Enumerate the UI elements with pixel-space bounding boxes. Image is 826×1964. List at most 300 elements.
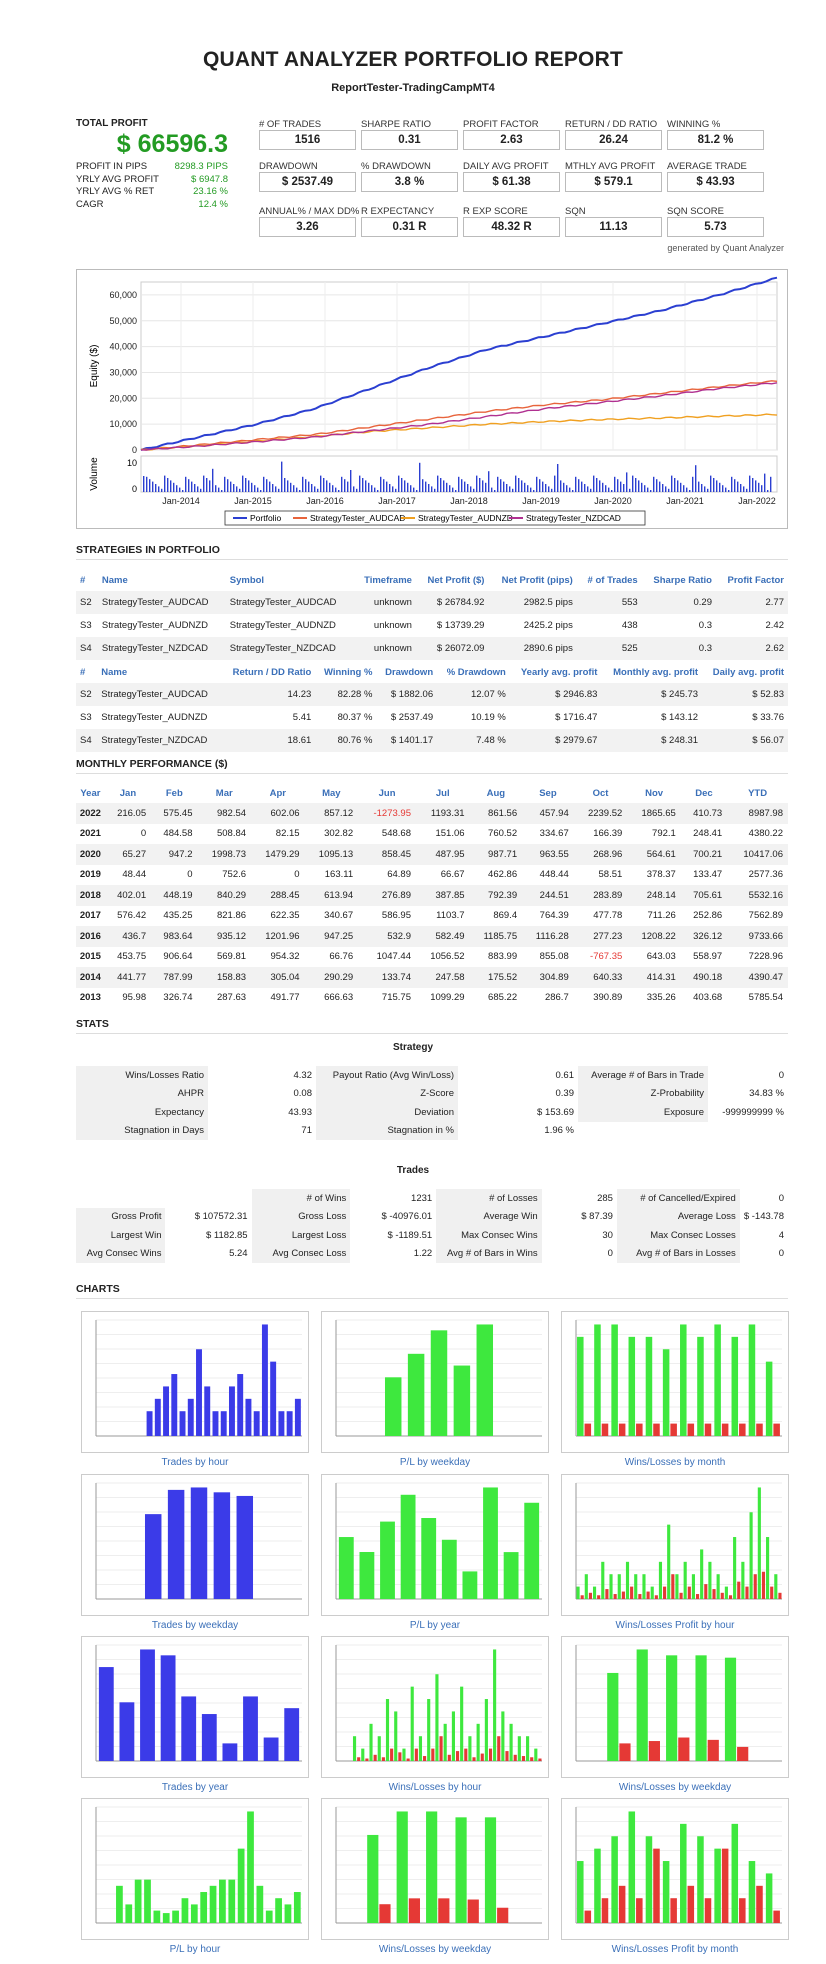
bar	[181, 1696, 196, 1761]
volume-bar	[695, 465, 696, 492]
bar	[607, 1673, 618, 1761]
mini-chart-caption: Wins/Losses by month	[624, 1457, 726, 1468]
table-cell: 0	[140, 828, 147, 840]
volume-bar	[275, 486, 276, 492]
stats-label: Max Consec Wins	[436, 1226, 541, 1245]
bar	[675, 1574, 678, 1599]
bar	[245, 1399, 251, 1436]
volume-bar	[242, 476, 243, 492]
volume-bar	[197, 486, 198, 492]
volume-bar	[731, 477, 732, 492]
bar	[462, 1571, 477, 1599]
stats-value: 285	[597, 1192, 613, 1204]
volume-bar	[209, 480, 210, 492]
volume-bar	[767, 490, 768, 492]
bar	[188, 1399, 194, 1436]
table-row	[76, 844, 788, 865]
volume-bar	[734, 479, 735, 492]
column-header: Apr	[269, 787, 286, 799]
bar-loss	[745, 1587, 748, 1599]
stats-value: $ -1189.51	[387, 1229, 433, 1241]
stats-value: 0	[778, 1192, 784, 1204]
stats-label: Largest Win	[76, 1226, 165, 1245]
volume-bar	[599, 480, 600, 492]
table-cell: 247.58	[416, 967, 470, 988]
table-cell: 7562.89	[748, 910, 783, 922]
column-header: Net Profit (pips)	[501, 575, 573, 586]
bar	[477, 1324, 493, 1436]
bar-loss	[770, 1587, 773, 1599]
stats-value	[165, 1189, 251, 1208]
stats-value: 71	[301, 1125, 312, 1137]
table-cell: 248.14	[627, 885, 681, 906]
volume-bar	[464, 482, 465, 492]
bar-loss	[680, 1593, 683, 1599]
volume-bar	[194, 484, 195, 492]
table-cell: $ 2979.67	[510, 729, 602, 752]
column-header: Mar	[215, 787, 233, 799]
bar-loss	[729, 1595, 732, 1599]
table-cell: -1273.95	[358, 803, 416, 824]
legend	[225, 511, 645, 525]
bar	[287, 1411, 293, 1436]
table-cell: 9733.66	[727, 926, 788, 947]
stats-label: # of Cancelled/Expired	[617, 1189, 740, 1208]
bar	[504, 1552, 519, 1599]
bar	[191, 1904, 198, 1923]
bar	[172, 1911, 179, 1923]
bar	[278, 1411, 284, 1436]
table-cell: $ 26072.09	[416, 637, 489, 660]
bar	[766, 1873, 773, 1923]
table-cell: 414.31	[627, 967, 681, 988]
mini-chart	[561, 1636, 789, 1778]
volume-bar	[317, 489, 318, 492]
volume-bar	[671, 476, 672, 492]
table-cell: 764.39	[539, 910, 569, 922]
volume-bar	[581, 482, 582, 492]
stats-value: 0	[607, 1248, 613, 1260]
volume-bar	[383, 479, 384, 492]
x-tick-label: Jan-2017	[378, 496, 416, 506]
table-row	[76, 803, 788, 824]
bar-loss	[530, 1757, 533, 1761]
volume-bar	[440, 478, 441, 492]
bar	[237, 1496, 253, 1599]
bar-loss	[773, 1424, 780, 1436]
bar	[659, 1562, 662, 1599]
volume-bar	[761, 485, 762, 492]
volume-bar	[353, 486, 354, 492]
table-row	[76, 885, 788, 906]
stats-label: Average Loss	[617, 1208, 740, 1227]
table-cell: 66.76	[329, 951, 354, 963]
table-cell: 666.63	[324, 992, 354, 1004]
table-cell: 133.74	[358, 967, 416, 988]
bar-loss	[602, 1898, 609, 1923]
table-cell: 2.42	[765, 620, 784, 631]
volume-bar	[704, 486, 705, 492]
table-cell: 1193.31	[416, 803, 470, 824]
x-tick-label: Jan-2020	[594, 496, 632, 506]
column-header: # of Trades	[587, 575, 638, 586]
metric-value: 3.26	[259, 217, 356, 237]
table-cell: 525	[577, 637, 642, 660]
bar	[594, 1849, 601, 1923]
table-cell: $ 1716.47	[555, 712, 598, 723]
table-cell: 163.11	[324, 869, 354, 881]
volume-bar	[218, 488, 219, 492]
bar	[732, 1824, 739, 1923]
bar	[204, 1386, 210, 1436]
bar	[275, 1898, 282, 1923]
volume-bar	[323, 478, 324, 492]
volume-bar	[152, 482, 153, 492]
table-cell: 715.75	[381, 992, 411, 1004]
stats-value: $ 107572.31	[194, 1211, 248, 1223]
generated-by: generated by Quant Analyzer	[667, 243, 784, 253]
bar	[741, 1562, 744, 1599]
table-cell: S3	[80, 620, 92, 631]
volume-bar	[257, 488, 258, 492]
column-header: Jan	[119, 787, 137, 799]
volume-bar	[143, 476, 144, 492]
bar	[651, 1587, 654, 1599]
metric-label: DAILY AVG PROFIT	[463, 161, 549, 172]
table-cell: 983.64	[151, 926, 197, 947]
table-cell: 244.51	[522, 885, 574, 906]
mini-chart-caption: Wins/Losses by weekday	[378, 1944, 492, 1955]
volume-bar	[623, 484, 624, 492]
mini-chart-svg	[566, 1479, 786, 1613]
stats-label: Stagnation in %	[316, 1122, 458, 1141]
metric-value: $ 43.93	[667, 172, 764, 192]
monthly-title: MONTHLY PERFORMANCE ($)	[76, 758, 228, 770]
volume-bar	[377, 490, 378, 492]
table-cell: 861.56	[470, 803, 523, 824]
bar-loss	[705, 1898, 712, 1923]
bar-loss	[773, 1911, 780, 1923]
table-cell: 1208.22	[627, 926, 681, 947]
volume-bar	[473, 489, 474, 492]
stats-label: Avg # of Bars in Wins	[436, 1245, 541, 1264]
table-cell: StrategyTester_AUDCAD	[97, 683, 221, 706]
table-cell: $ 33.76	[752, 712, 784, 723]
volume-bar	[503, 482, 504, 492]
bar-loss	[722, 1849, 729, 1923]
bar	[774, 1574, 777, 1599]
table-cell: 276.89	[358, 885, 416, 906]
volume-bar	[509, 486, 510, 492]
table-cell: 2.77	[716, 591, 788, 614]
volume-bar	[203, 476, 204, 492]
volume-bar	[428, 484, 429, 492]
bar	[155, 1399, 161, 1436]
y-tick-label: 50,000	[109, 315, 137, 326]
y-tick-label: 30,000	[109, 367, 137, 378]
bar-loss	[407, 1759, 410, 1761]
table-cell: 387.85	[416, 885, 470, 906]
stats-label: Avg Consec Wins	[76, 1245, 165, 1264]
bar	[369, 1724, 372, 1761]
volume-bar	[584, 484, 585, 492]
volume-bar	[263, 477, 264, 492]
mini-chart-caption: Wins/Losses Profit by hour	[615, 1620, 735, 1631]
volume-bar	[611, 490, 612, 492]
stats-label: Expectancy	[76, 1103, 208, 1122]
volume-bar	[689, 490, 690, 492]
column-header: Name	[101, 667, 128, 678]
bar-loss	[431, 1749, 434, 1761]
bar-loss	[602, 1424, 609, 1436]
table-cell: 403.68	[693, 992, 723, 1004]
legend-label: Portfolio	[250, 513, 282, 523]
bar	[577, 1861, 584, 1923]
table-cell: 82.15	[275, 828, 300, 840]
volume-bar	[488, 471, 489, 492]
bar	[237, 1374, 243, 1436]
metric-value: $ 579.1	[565, 172, 662, 192]
stats-label: Max Consec Losses	[617, 1226, 740, 1245]
volume-bar	[476, 476, 477, 492]
table-cell: 14.23	[221, 683, 315, 706]
bar	[594, 1324, 601, 1436]
volume-bar	[560, 480, 561, 492]
volume-bar	[287, 480, 288, 492]
column-header: #	[80, 575, 86, 586]
metric-value: 0.31 R	[361, 217, 458, 237]
column-header: Oct	[592, 787, 609, 799]
y-axis-label: Equity ($)	[89, 344, 100, 388]
volume-bar	[728, 490, 729, 492]
bar-loss	[704, 1584, 707, 1599]
bar-loss	[440, 1736, 443, 1761]
table-cell: StrategyTester_AUDCAD	[98, 591, 226, 614]
table-cell: StrategyTester_AUDNZD	[229, 620, 336, 631]
table-cell: 410.73	[681, 803, 727, 824]
table-cell: 283.89	[574, 885, 628, 906]
column-header: Monthly avg. profit	[613, 667, 699, 678]
table-cell: 586.95	[381, 910, 411, 922]
volume-bar	[200, 489, 201, 492]
bar	[714, 1324, 721, 1436]
column-header: May	[322, 787, 341, 799]
section-divider	[76, 1298, 788, 1299]
bar	[749, 1324, 756, 1436]
table-cell: 7.48 %	[437, 729, 510, 752]
metric-value: 1516	[259, 130, 356, 150]
summary-row-label: CAGR	[76, 198, 104, 210]
bar	[229, 1386, 235, 1436]
stats-value	[708, 1122, 788, 1141]
bar	[618, 1574, 621, 1599]
table-cell: 947.2	[151, 844, 197, 865]
table-cell: 2017	[79, 910, 101, 922]
table-cell: 2.62	[716, 637, 788, 660]
table-cell: S4	[76, 729, 97, 752]
volume-bar	[752, 478, 753, 492]
volume-bar	[230, 482, 231, 492]
table-cell: $ 245.73	[601, 683, 702, 706]
volume-bar	[149, 479, 150, 492]
bar	[663, 1861, 670, 1923]
volume-bar	[236, 486, 237, 492]
volume-bar	[386, 482, 387, 492]
table-cell: 1056.52	[430, 951, 465, 963]
table-cell: 334.67	[539, 828, 569, 840]
metric-label: % DRAWDOWN	[361, 161, 431, 172]
bar	[609, 1574, 612, 1599]
volume-bar	[635, 478, 636, 492]
metric-card	[463, 206, 560, 237]
bar	[256, 1886, 263, 1923]
volume-bar	[590, 489, 591, 492]
volume-bar	[491, 488, 492, 492]
table-cell: 553	[577, 591, 642, 614]
volume-bar	[338, 490, 339, 492]
bar	[145, 1514, 161, 1599]
volume-bar	[302, 477, 303, 492]
bar	[426, 1811, 437, 1923]
table-cell: 0.3	[642, 637, 716, 660]
table-cell: 390.89	[593, 992, 623, 1004]
bar	[611, 1836, 618, 1923]
metric-card	[463, 119, 560, 150]
table-cell: 304.89	[522, 967, 574, 988]
trades-stats-table	[76, 1189, 788, 1263]
plot-area	[141, 282, 777, 450]
column-header: Year	[80, 787, 101, 799]
legend-label: StrategyTester_AUDCAD	[310, 513, 406, 523]
metric-label: MTHLY AVG PROFIT	[565, 161, 656, 172]
table-cell: 287.63	[216, 992, 247, 1004]
volume-bar	[485, 483, 486, 492]
stats-label: Avg # of Bars in Losses	[617, 1245, 740, 1264]
bar-loss	[585, 1911, 592, 1923]
volume-bar	[605, 485, 606, 492]
table-cell: 575.45	[151, 803, 197, 824]
stats-value: 43.93	[288, 1106, 312, 1118]
mini-chart	[81, 1636, 309, 1778]
table-cell: $ 52.83	[702, 683, 788, 706]
bar	[147, 1411, 153, 1436]
table-cell: StrategyTester_NZDCAD	[98, 637, 226, 660]
total-profit-label: TOTAL PROFIT	[76, 118, 148, 129]
bar-loss	[464, 1749, 467, 1761]
table-row	[76, 614, 788, 637]
summary-row	[76, 174, 228, 187]
bar-loss	[712, 1589, 715, 1599]
mini-chart-caption: Wins/Losses Profit by month	[611, 1944, 739, 1955]
bar-loss	[636, 1424, 643, 1436]
bar	[634, 1574, 637, 1599]
table-cell: 883.99	[488, 951, 518, 963]
bar	[386, 1699, 389, 1761]
column-header: Profit Factor	[727, 575, 784, 586]
volume-bar	[161, 489, 162, 492]
volume-bar	[248, 480, 249, 492]
table-cell: 490.18	[681, 967, 727, 988]
bar	[243, 1696, 258, 1761]
bar	[411, 1687, 414, 1761]
table-cell: 80.37 %	[337, 712, 373, 723]
table-cell: 2239.52	[574, 803, 628, 824]
volume-bar	[668, 489, 669, 492]
legend-label: StrategyTester_AUDNZD	[418, 513, 513, 523]
volume-bar	[446, 483, 447, 492]
stats-value: 4	[778, 1229, 784, 1241]
volume-bar	[281, 462, 282, 492]
bar	[477, 1724, 480, 1761]
volume-bar	[677, 480, 678, 492]
table-cell: S2	[76, 591, 98, 614]
volume-bar	[527, 485, 528, 492]
bar-loss	[653, 1849, 660, 1923]
volume-bar	[335, 488, 336, 492]
bar-loss	[497, 1908, 508, 1923]
bar	[339, 1537, 354, 1599]
bar	[667, 1525, 670, 1599]
legend-label: StrategyTester_NZDCAD	[526, 513, 621, 523]
bar	[421, 1518, 436, 1599]
stats-row	[76, 1189, 788, 1208]
bar	[397, 1811, 408, 1923]
table-cell: 477.78	[593, 910, 623, 922]
stats-label: Avg Consec Loss	[252, 1245, 351, 1264]
bar	[485, 1817, 496, 1923]
bar	[168, 1490, 184, 1599]
bar-loss	[721, 1593, 724, 1599]
y-tick-label: 40,000	[109, 341, 137, 352]
total-profit-value: $ 66596.3	[116, 130, 228, 158]
metric-label: DRAWDOWN	[259, 161, 318, 172]
volume-bar	[173, 483, 174, 492]
mini-chart	[321, 1636, 549, 1778]
bar	[210, 1886, 217, 1923]
volume-bar	[563, 483, 564, 492]
table-cell: StrategyTester_AUDNZD	[101, 620, 208, 631]
volume-bar	[434, 489, 435, 492]
strategies-table-2	[76, 662, 788, 752]
table-cell: 4390.47	[727, 967, 788, 988]
table-cell: StrategyTester_AUDNZD	[101, 712, 208, 723]
equity-chart-svg	[77, 270, 789, 530]
table-cell: 151.06	[435, 828, 465, 840]
volume-bar	[482, 480, 483, 492]
bar	[629, 1811, 636, 1923]
volume-bar	[458, 477, 459, 492]
bar	[270, 1362, 276, 1436]
bar	[766, 1537, 769, 1599]
volume-bar	[293, 485, 294, 492]
bar-loss	[522, 1756, 525, 1761]
volume-bar	[431, 486, 432, 492]
table-cell: 305.04	[251, 967, 305, 988]
volume-bar	[740, 484, 741, 492]
table-cell: $ 143.12	[661, 712, 699, 723]
stats-value: 0.39	[555, 1088, 574, 1100]
table-cell: 700.21	[681, 844, 727, 865]
bar	[725, 1658, 736, 1761]
table-cell: 48.44	[122, 869, 147, 881]
summary-row-label: PROFIT IN PIPS	[76, 161, 148, 172]
metric-card	[667, 119, 764, 150]
volume-bar	[449, 485, 450, 492]
stats-value: 34.83 %	[749, 1088, 784, 1100]
table-row	[76, 683, 788, 706]
bar	[714, 1849, 721, 1923]
table-cell: $ 26784.92	[416, 591, 489, 614]
